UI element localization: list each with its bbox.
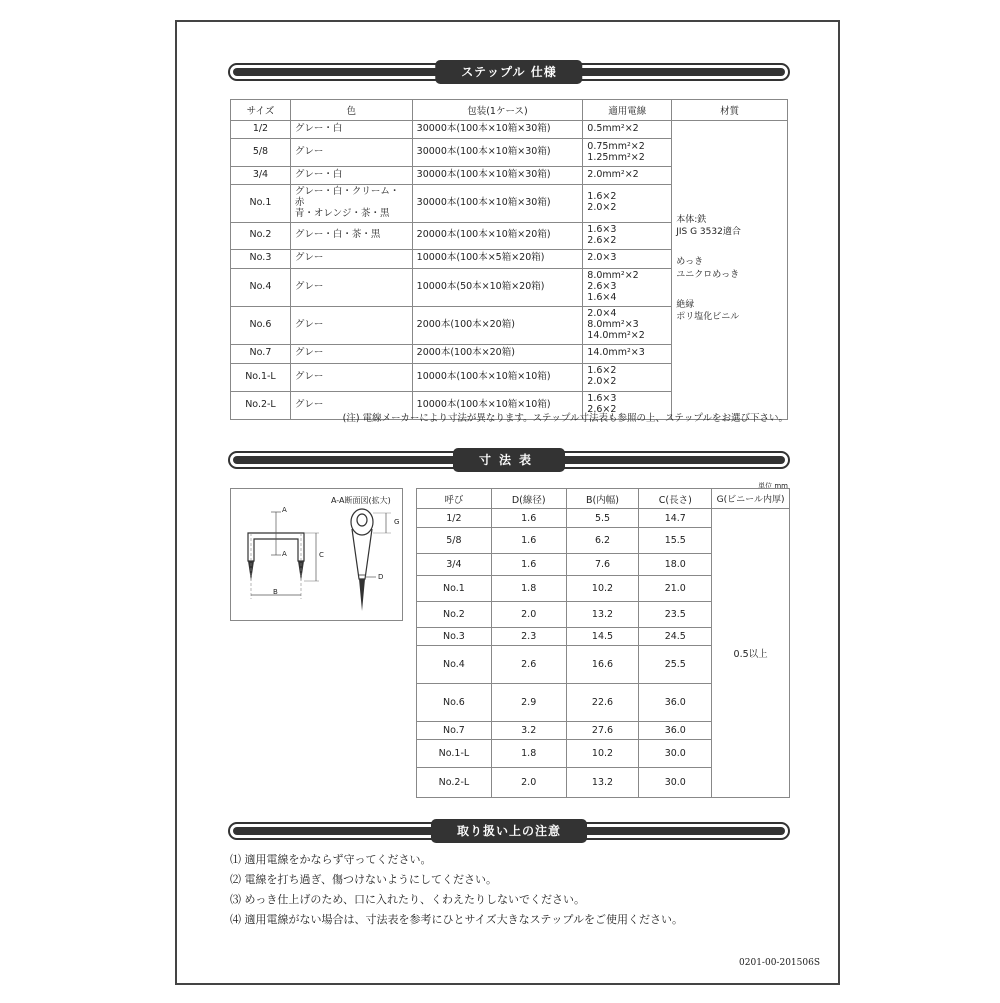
spec-pack: 20000本(100本×10箱×20箱) [412,222,583,249]
spec-size: No.6 [231,306,291,344]
spec-section-header [228,63,790,81]
dims-c: 30.0 [639,768,712,798]
spec-wire-line: 14.0mm²×3 [587,347,645,359]
care-item: ⑷ 適用電線がない場合は、寸法表を参考にひとサイズ大きなステップルをご使用ください。 [230,913,683,926]
dims-name: No.1-L [417,740,492,768]
spec-size: No.4 [231,268,291,306]
care-item: ⑶ めっき仕上げのため、口に入れたり、くわえたりしないでください。 [230,893,585,906]
spec-wire [583,249,672,268]
spec-pack: 10000本(100本×10箱×10箱) [412,363,583,391]
spec-table [230,99,788,420]
spec-size: 1/2 [231,121,291,139]
spec-color: グレー・白 [290,121,412,139]
dims-b: 22.6 [566,684,639,722]
section-view-title: A-A断面図(拡大) [331,496,391,505]
spec-wire [583,185,672,223]
dims-name: No.3 [417,628,492,646]
dims-name: 1/2 [417,509,492,528]
unit-label: 単位 mm [758,482,788,490]
dims-b: 27.6 [566,722,639,740]
dims-b: 6.2 [566,528,639,554]
spec-wire [583,344,672,363]
dims-section-title: 寸法表 [453,448,565,472]
spec-wire [583,167,672,185]
dim-label-b: B [273,588,278,596]
spec-size: No.2 [231,222,291,249]
spec-wire-line: 8.0mm²×3 [587,318,639,330]
spec-color: グレー [290,344,412,363]
spec-pack: 30000本(100本×10箱×30箱) [412,139,583,167]
material-standard: JIS G 3532適合 [676,227,741,238]
dims-d: 2.0 [491,602,566,628]
dims-header-b: B(内幅) [566,489,639,509]
spec-color: グレー [290,363,412,391]
spec-size: 5/8 [231,139,291,167]
dim-label-c: C [319,551,324,559]
spec-color: グレー [290,249,412,268]
dims-b: 10.2 [566,740,639,768]
dims-name: No.1 [417,576,492,602]
dims-b: 14.5 [566,628,639,646]
spec-header-material: 材質 [672,100,788,121]
dim-label-a-top: A [282,506,287,514]
dims-b: 13.2 [566,602,639,628]
spec-pack: 30000本(100本×10箱×30箱) [412,185,583,223]
care-section-header [228,822,790,840]
care-item: ⑴ 適用電線をかならず守ってください。 [230,853,432,866]
material-plating-label: めっき [676,257,704,268]
dim-label-g: G [394,518,400,526]
dims-b: 5.5 [566,509,639,528]
spec-section-title: ステップル 仕様 [435,60,582,84]
spec-header-color: 色 [290,100,412,121]
spec-wire [583,306,672,344]
dims-c: 14.7 [639,509,712,528]
dims-d: 1.8 [491,740,566,768]
spec-wire-line: 2.6×2 [587,404,617,416]
spec-wire-line: 2.0×2 [587,376,617,388]
dims-name: No.2 [417,602,492,628]
care-section-title: 取り扱い上の注意 [431,819,587,843]
dims-name: No.6 [417,684,492,722]
material-plating: ユニクロめっき [676,269,740,280]
spec-wire [583,121,672,139]
dims-c: 25.5 [639,646,712,684]
dims-b: 10.2 [566,576,639,602]
spec-wire [583,268,672,306]
dims-name: No.2-L [417,768,492,798]
dims-name: 5/8 [417,528,492,554]
spec-color: グレー [290,391,412,419]
spec-note: (注) 電線メーカーにより寸法が異なります。ステップル寸法表も参照の上、ステップルをお選び下さい。 [342,413,788,424]
spec-wire-line: 1.6×4 [587,291,617,303]
dims-c: 30.0 [639,740,712,768]
spec-size: No.1 [231,185,291,223]
dims-header-name: 呼び [417,489,492,509]
document-code: 0201-00-201506S [739,958,820,968]
dims-d: 2.0 [491,768,566,798]
staple-diagram [230,488,403,621]
dims-d: 2.6 [491,646,566,684]
spec-material [672,121,788,420]
care-list [230,850,683,930]
dims-name: No.4 [417,646,492,684]
spec-wire-line: 1.6×2 [587,365,617,377]
spec-pack: 10000本(50本×10箱×20箱) [412,268,583,306]
spec-header-wire: 適用電線 [583,100,672,121]
spec-color: グレー・白 [290,167,412,185]
dims-b: 16.6 [566,646,639,684]
dims-c: 23.5 [639,602,712,628]
spec-header-row [231,100,788,121]
dims-row [417,509,790,528]
spec-color: グレー・白・茶・黒 [290,222,412,249]
spec-wire-line: 2.0×2 [587,202,617,214]
dims-c: 24.5 [639,628,712,646]
spec-size: No.1-L [231,363,291,391]
dims-d: 1.6 [491,554,566,576]
spec-wire-line: 14.0mm²×2 [587,329,645,341]
spec-pack: 10000本(100本×10箱×10箱) [412,391,583,419]
spec-wire-line: 2.6×3 [587,280,617,292]
dims-c: 21.0 [639,576,712,602]
material-insulation: ポリ塩化ビニル [676,312,740,323]
dims-d: 1.8 [491,576,566,602]
spec-wire-line: 1.6×3 [587,393,617,405]
dims-d: 2.9 [491,684,566,722]
care-item: ⑵ 電線を打ち過ぎ、傷つけないようにしてください。 [230,873,498,886]
spec-color: グレー [290,268,412,306]
spec-size: No.2-L [231,391,291,419]
dims-c: 36.0 [639,722,712,740]
dims-b: 13.2 [566,768,639,798]
dims-d: 1.6 [491,509,566,528]
spec-header-size: サイズ [231,100,291,121]
spec-wire [583,222,672,249]
spec-pack: 10000本(100本×5箱×20箱) [412,249,583,268]
spec-wire-line: 2.6×2 [587,234,617,246]
dim-label-a-bottom: A [282,550,287,558]
spec-wire-line: 2.0×4 [587,307,617,319]
dims-header-row [417,489,790,509]
spec-wire [583,139,672,167]
dims-header-g: G(ビニール内厚) [712,489,790,509]
spec-wire-line: 2.0mm²×2 [587,169,639,181]
spec-size: No.3 [231,249,291,268]
spec-wire-line: 1.6×3 [587,223,617,235]
spec-wire [583,363,672,391]
spec-pack: 2000本(100本×20箱) [412,306,583,344]
dims-d: 1.6 [491,528,566,554]
spec-pack: 30000本(100本×10箱×30箱) [412,121,583,139]
dim-label-d: D [378,573,384,581]
staple-drawing [231,489,402,620]
dims-g-value: 0.5以上 [712,509,790,798]
spec-wire-line: 1.25mm²×2 [587,151,645,163]
dims-c: 15.5 [639,528,712,554]
spec-pack: 30000本(100本×10箱×30箱) [412,167,583,185]
dims-d: 2.3 [491,628,566,646]
spec-wire-line: 0.5mm²×2 [587,123,639,135]
dims-c: 18.0 [639,554,712,576]
spec-wire-line: 0.75mm²×2 [587,140,645,152]
dims-name: No.7 [417,722,492,740]
dims-name: 3/4 [417,554,492,576]
spec-color: グレー [290,139,412,167]
spec-size: 3/4 [231,167,291,185]
spec-header-pack: 包装(1ケース) [412,100,583,121]
spec-pack: 2000本(100本×20箱) [412,344,583,363]
spec-color: グレー [290,306,412,344]
dims-header-c: C(長さ) [639,489,712,509]
dims-c: 36.0 [639,684,712,722]
spec-size: No.7 [231,344,291,363]
dims-b: 7.6 [566,554,639,576]
spec-wire-line: 2.0×3 [587,252,617,264]
dims-table [416,488,790,798]
material-body: 本体:鉄 [676,214,707,225]
dims-section-header [228,451,790,469]
spec-color: グレー・白・クリーム・赤 青・オレンジ・茶・黒 [290,185,412,223]
spec-row [231,121,788,139]
spec-wire-line: 1.6×2 [587,191,617,203]
material-insulation-label: 絶縁 [676,300,695,311]
dims-header-d: D(線径) [491,489,566,509]
dims-d: 3.2 [491,722,566,740]
spec-wire-line: 8.0mm²×2 [587,269,639,281]
